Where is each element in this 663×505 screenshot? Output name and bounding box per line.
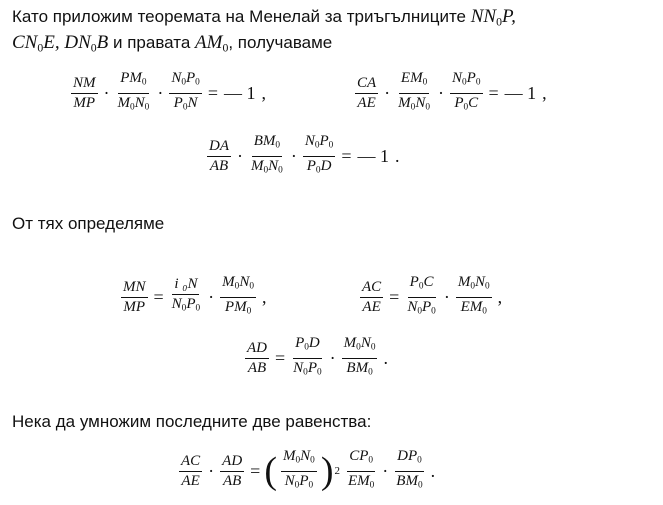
equation-menelaus-2: $\frac{CA}{AE}$ · $\frac{EM_0}{M_0N_0}$ · $\frac{N_0P_0}{P_0C}$ = — 1 , xyxy=(352,70,550,116)
minus-one: — 1 xyxy=(357,145,389,166)
math-am0: $AM_0$ xyxy=(195,32,229,55)
fraction: $\frac{AC}{AE}$ xyxy=(362,278,382,315)
fraction: $\frac{DP_0}{BM_0}$ xyxy=(396,448,423,491)
exponent: 2 xyxy=(334,465,340,478)
minus-one: — 1 xyxy=(223,82,256,103)
fraction: $\frac{MN}{MP}$ xyxy=(123,278,146,315)
intro-line-1 xyxy=(12,6,516,29)
math-dn0b: $DN_0B$ xyxy=(64,32,109,55)
equation-product: $\frac{AC}{AE}$ · $\frac{AD}{AB}$ = ( $\frac{M_0N_0}{N_0P_0}$ ) 2 $\frac{CP_0}{EM_0}$ · $\frac{DP_0}{BM_0}$ . xyxy=(176,448,438,494)
fraction: $\frac{CA}{AE}$ xyxy=(357,74,377,111)
then-text: От тях определяме xyxy=(12,214,165,233)
equation-ratio-3: $\frac{AD}{AB}$ = $\frac{P_0D}{N_0P_0}$ · $\frac{M_0N_0}{BM_0}$ . xyxy=(242,335,391,381)
fraction: $\frac{AD}{AB}$ xyxy=(222,452,243,489)
fraction: $\frac{N_0P_0}{P_0D}$ xyxy=(304,133,334,176)
fraction: $\frac{BM_0}{M_0N_0}$ xyxy=(251,133,283,176)
intro-line2-suffix: , получаваме xyxy=(228,33,333,52)
lets-text: Нека да умножим последните две равенства: xyxy=(12,412,372,431)
fraction: $\frac{PM_0}{M_0N_0}$ xyxy=(117,70,150,113)
left-paren: ( xyxy=(264,450,277,493)
fraction: $\frac{N_0P_0}{P_0C}$ xyxy=(452,70,481,113)
intro-line-2 xyxy=(12,32,332,55)
fraction: $\frac{M_0N_0}{BM_0}$ xyxy=(343,335,376,378)
fraction: $\frac{CP_0}{EM_0}$ xyxy=(347,448,375,491)
equation-menelaus-1: $\frac{NM}{MP}$ · $\frac{PM_0}{M_0N_0}$ · $\frac{N_0P_0}{P_0N}$ = — 1 , xyxy=(68,70,269,116)
math-cn0e: $CN_0E$, xyxy=(12,32,60,55)
fraction: $\frac{AC}{AE}$ xyxy=(181,452,201,489)
fraction: $\frac{M_0N_0}{EM_0}$ xyxy=(457,274,490,317)
math-nn0p: $NN_0P$, xyxy=(470,6,516,29)
fraction: $\frac{AD}{AB}$ xyxy=(247,339,267,376)
fraction: $\frac{M_0N_0}{N_0P_0}$ xyxy=(282,448,315,491)
fraction: $\frac{\text{i ₀N}}{N_0P_0}$ xyxy=(171,276,201,314)
fraction: $\frac{N_0P_0}{P_0N}$ xyxy=(171,70,200,113)
equation-ratio-2: $\frac{AC}{AE}$ = $\frac{P_0C}{N_0P_0}$ · $\frac{M_0N_0}{EM_0}$ , xyxy=(357,274,505,320)
fraction: $\frac{M_0N_0}{PM_0}$ xyxy=(222,274,254,317)
fraction: $\frac{P_0C}{N_0P_0}$ xyxy=(407,274,436,317)
fraction: $\frac{NM}{MP}$ xyxy=(73,74,96,111)
equation-ratio-1: $\frac{MN}{MP}$ = $\frac{\text{i ₀N}}{N_0P_0}$ · $\frac{M_0N_0}{PM_0}$ , xyxy=(118,274,269,320)
fraction-numerator: i ₀N xyxy=(172,276,199,295)
right-paren: ) xyxy=(320,450,334,493)
intro-line1-text: Като приложим теоремата на Менелай за триъгълниците xyxy=(12,7,467,26)
minus-one: — 1 xyxy=(504,82,537,103)
fraction: $\frac{P_0D}{N_0P_0}$ xyxy=(293,335,322,378)
fraction: $\frac{DA}{AB}$ xyxy=(209,137,229,174)
intro-line2-mid: и правата xyxy=(112,33,191,52)
fraction: $\frac{EM_0}{M_0N_0}$ xyxy=(398,70,430,113)
equation-menelaus-3: $\frac{DA}{AB}$ · $\frac{BM_0}{M_0N_0}$ · $\frac{N_0P_0}{P_0D}$ = — 1 . xyxy=(204,133,402,179)
